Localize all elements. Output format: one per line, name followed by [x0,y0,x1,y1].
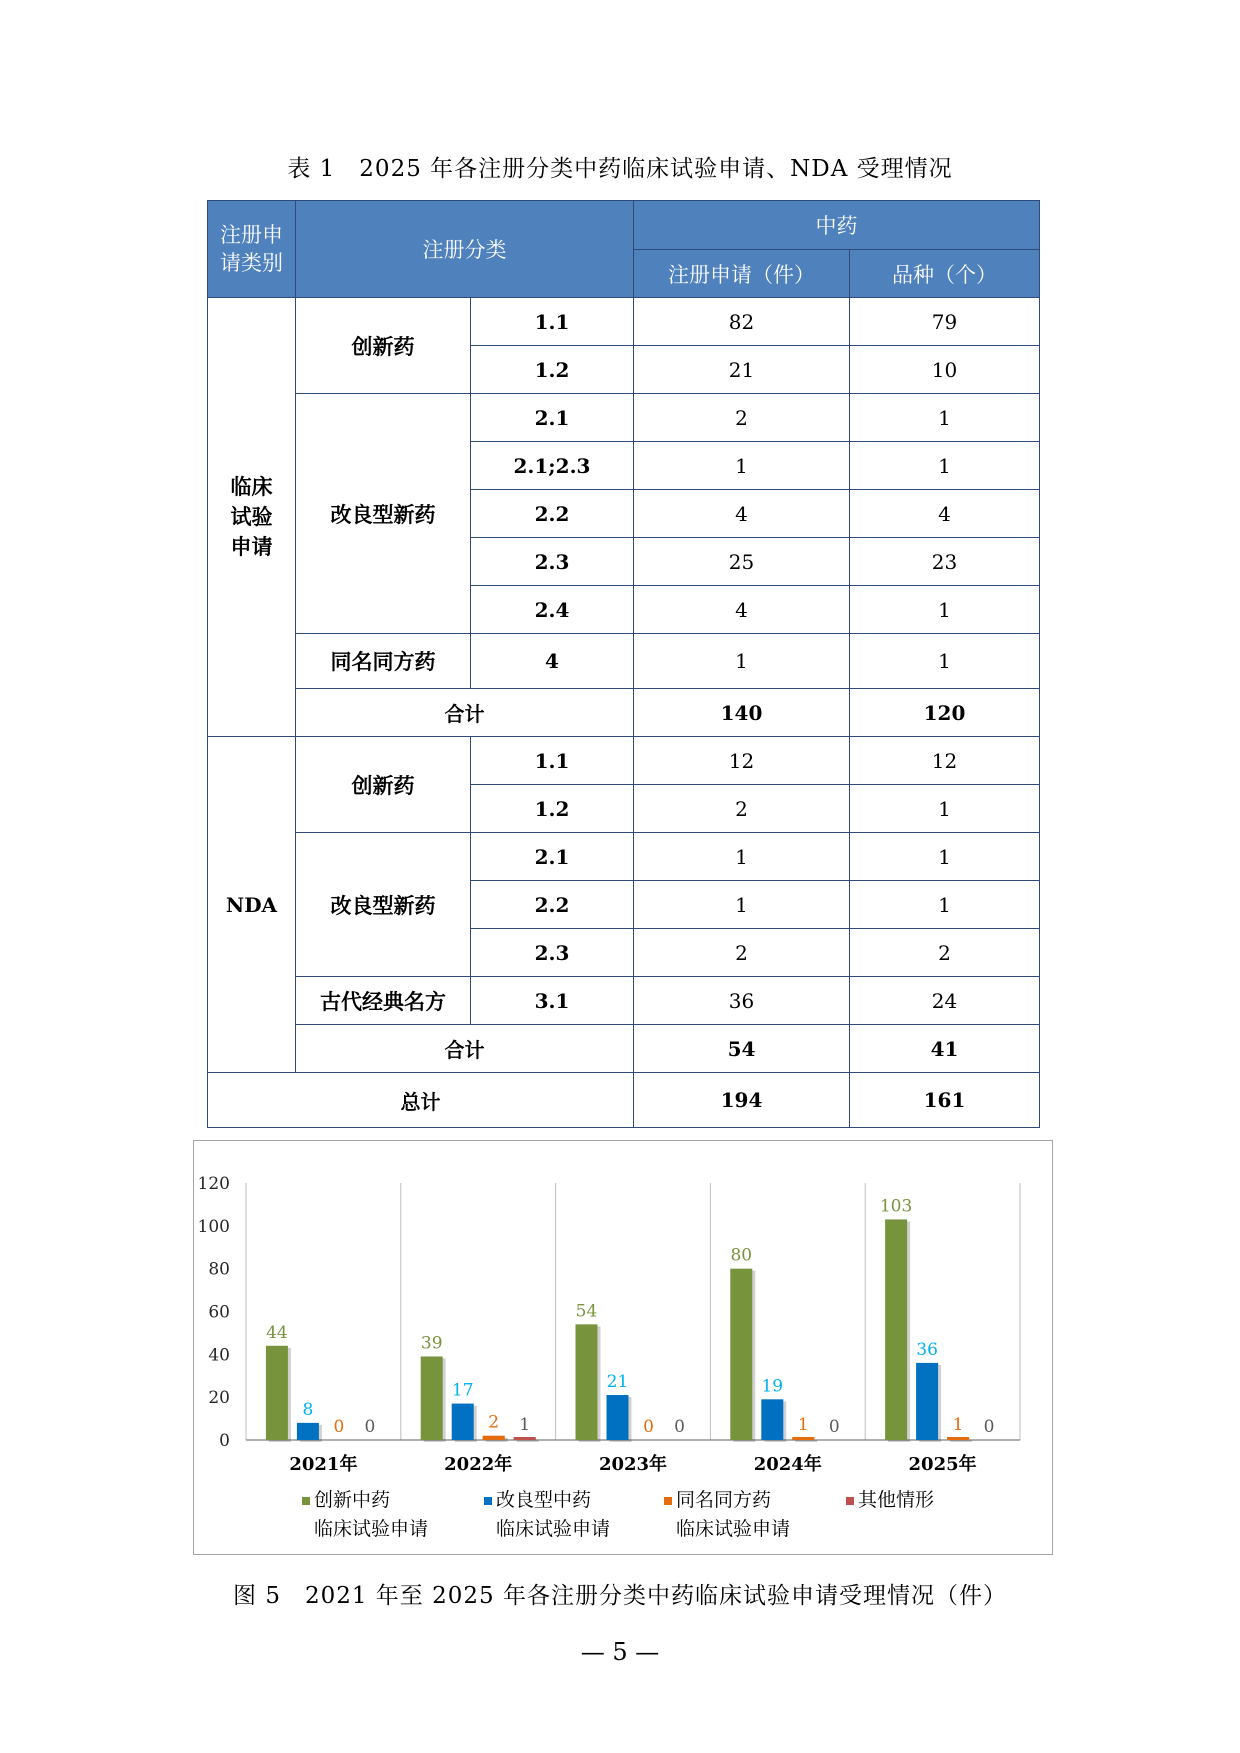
legend-label: 其他情形 [858,1489,935,1511]
data-label: 0 [643,1417,654,1437]
bar-shadow [950,1440,972,1442]
y-tick-label: 0 [219,1431,230,1451]
data-label: 0 [828,1417,840,1437]
group-classic-formula: 古代经典名方 [296,977,471,1025]
y-tick-label: 40 [208,1345,230,1366]
bar [730,1269,752,1440]
table-cell-varieties: 79 [850,298,1040,346]
group-improved: 改良型新药 [296,394,471,634]
table-cell-varieties: 1 [850,785,1040,833]
table-cell-subclass: 2.2 [471,490,634,538]
data-label: 103 [879,1196,913,1217]
data-label: 0 [364,1417,376,1437]
table-cell-applications: 82 [634,298,850,346]
table-cell-subclass: 1.1 [471,737,634,785]
table-cell-applications: 21 [634,346,850,394]
bar [266,1346,288,1440]
data-label: 8 [302,1399,314,1420]
table-cell-varieties: 1 [850,442,1040,490]
page-number: — 5 — [580,1638,660,1666]
table-cell-applications: 12 [634,737,850,785]
x-tick-label: 2022年 [444,1454,513,1475]
data-label: 39 [420,1333,443,1354]
legend-label: 临床试验申请 [676,1518,791,1540]
grand-total-label: 总计 [208,1073,634,1128]
legend-label: 临床试验申请 [314,1518,429,1540]
table-cell-varieties: 1 [850,833,1040,881]
table-cell-subclass: 1.2 [471,785,634,833]
table-cell-subclass: 2.3 [471,929,634,977]
table-cell-subclass: 2.1 [471,833,634,881]
table-cell-varieties: 1 [850,634,1040,689]
clinical-subtotal-applications: 140 [634,689,850,737]
table-cell-varieties: 12 [850,737,1040,785]
table-cell-varieties: 24 [850,977,1040,1025]
table-cell-varieties: 1 [850,586,1040,634]
table-cell-varieties: 4 [850,490,1040,538]
data-label: 36 [916,1339,938,1360]
legend-label: 同名同方药 [676,1489,772,1511]
bar-chart [193,1140,1053,1555]
header-application-type: 注册申请类别 [208,201,296,298]
legend-item [302,1486,428,1544]
y-tick-label: 20 [208,1388,230,1409]
table-cell-applications: 2 [634,785,850,833]
y-tick-label: 60 [208,1302,230,1323]
group-same-name: 同名同方药 [296,634,471,689]
bar [483,1437,505,1440]
header-varieties: 品种（个） [850,250,1040,298]
bar [916,1363,938,1440]
data-label: 19 [761,1376,784,1397]
bar [452,1404,474,1440]
table-cell-applications: 1 [634,881,850,929]
y-tick-label: 120 [197,1174,230,1194]
data-label: 1 [797,1414,809,1435]
bar [514,1437,536,1440]
bar [607,1395,629,1440]
grand-total-varieties: 161 [850,1073,1040,1128]
bar-shadow [795,1440,817,1442]
table-cell-subclass: 2.1;2.3 [471,442,634,490]
nda-subtotal-applications: 54 [634,1025,850,1073]
data-label: 44 [266,1322,288,1343]
table-cell-applications: 1 [634,833,850,881]
table-cell-applications: 36 [634,977,850,1025]
figure-caption: 图 5 2021 年至 2025 年各注册分类中药临床试验申请受理情况（件） [233,1583,1007,1609]
clinical-subtotal-varieties: 120 [850,689,1040,737]
x-tick-label: 2025年 [908,1454,977,1475]
x-tick-label: 2024年 [753,1454,822,1475]
bar [576,1324,598,1440]
data-label: 21 [606,1372,629,1393]
table-cell-varieties: 2 [850,929,1040,977]
x-tick-label: 2023年 [598,1454,668,1475]
table-cell-subclass: 3.1 [471,977,634,1025]
table-cell-varieties: 23 [850,538,1040,586]
bar [885,1219,907,1440]
header-registration-category: 注册分类 [296,201,634,298]
nda-subtotal-varieties: 41 [850,1025,1040,1073]
table-cell-subclass: 2.3 [471,538,634,586]
legend-item [484,1486,610,1544]
table-cell-varieties: 1 [850,881,1040,929]
bar [297,1423,319,1440]
table-cell-applications: 2 [634,929,850,977]
data-label: 1 [952,1414,964,1435]
table-cell-applications: 1 [634,634,850,689]
bar [792,1437,814,1440]
table-cell-subclass: 1.2 [471,346,634,394]
data-label: 0 [983,1417,995,1437]
nda-subtotal-label: 合计 [296,1025,634,1073]
table-caption: 表 1 2025 年各注册分类中药临床试验申请、NDA 受理情况 [287,156,953,182]
clinical-subtotal-label: 合计 [296,689,634,737]
legend-item [664,1486,790,1544]
data-label: 2 [488,1412,500,1433]
table-cell-applications: 1 [634,442,850,490]
table-cell-subclass: 1.1 [471,298,634,346]
legend-swatch [664,1497,672,1505]
group-innovative: 创新药 [296,737,471,833]
table-cell-subclass: 2.1 [471,394,634,442]
nda-label: NDA [208,737,296,1073]
grand-total-applications: 194 [634,1073,850,1128]
legend-label: 改良型中药 [496,1489,592,1511]
table-cell-applications: 2 [634,394,850,442]
table-cell-varieties: 1 [850,394,1040,442]
table-cell-subclass: 2.4 [471,586,634,634]
y-tick-label: 80 [208,1259,230,1280]
legend-swatch [484,1497,492,1505]
bar-shadow [517,1440,539,1442]
registration-table [207,200,1040,1128]
legend-label: 临床试验申请 [496,1518,611,1540]
legend-label: 创新中药 [314,1489,391,1511]
data-label: 0 [333,1417,345,1437]
table-cell-varieties: 10 [850,346,1040,394]
data-label: 0 [674,1417,685,1437]
legend-swatch [302,1497,310,1505]
clinical-trial-label: 临床试验申请 [208,298,296,737]
bar [761,1399,783,1440]
data-label: 1 [519,1414,531,1435]
table-cell-subclass: 2.2 [471,881,634,929]
table-cell-applications: 25 [634,538,850,586]
y-tick-label: 100 [197,1216,230,1237]
table-cell-applications: 4 [634,586,850,634]
table-cell-subclass: 4 [471,634,634,689]
data-label: 80 [730,1245,753,1266]
group-improved: 改良型新药 [296,833,471,977]
x-tick-label: 2021年 [289,1454,358,1475]
legend-item [846,1486,934,1515]
table-cell-applications: 4 [634,490,850,538]
header-applications: 注册申请（件） [634,250,850,298]
header-tcm: 中药 [634,201,1040,250]
data-label: 17 [451,1380,474,1401]
legend-swatch [846,1497,854,1505]
data-label: 54 [575,1301,598,1322]
bar [421,1356,443,1440]
group-innovative: 创新药 [296,298,471,394]
bar [947,1437,969,1440]
